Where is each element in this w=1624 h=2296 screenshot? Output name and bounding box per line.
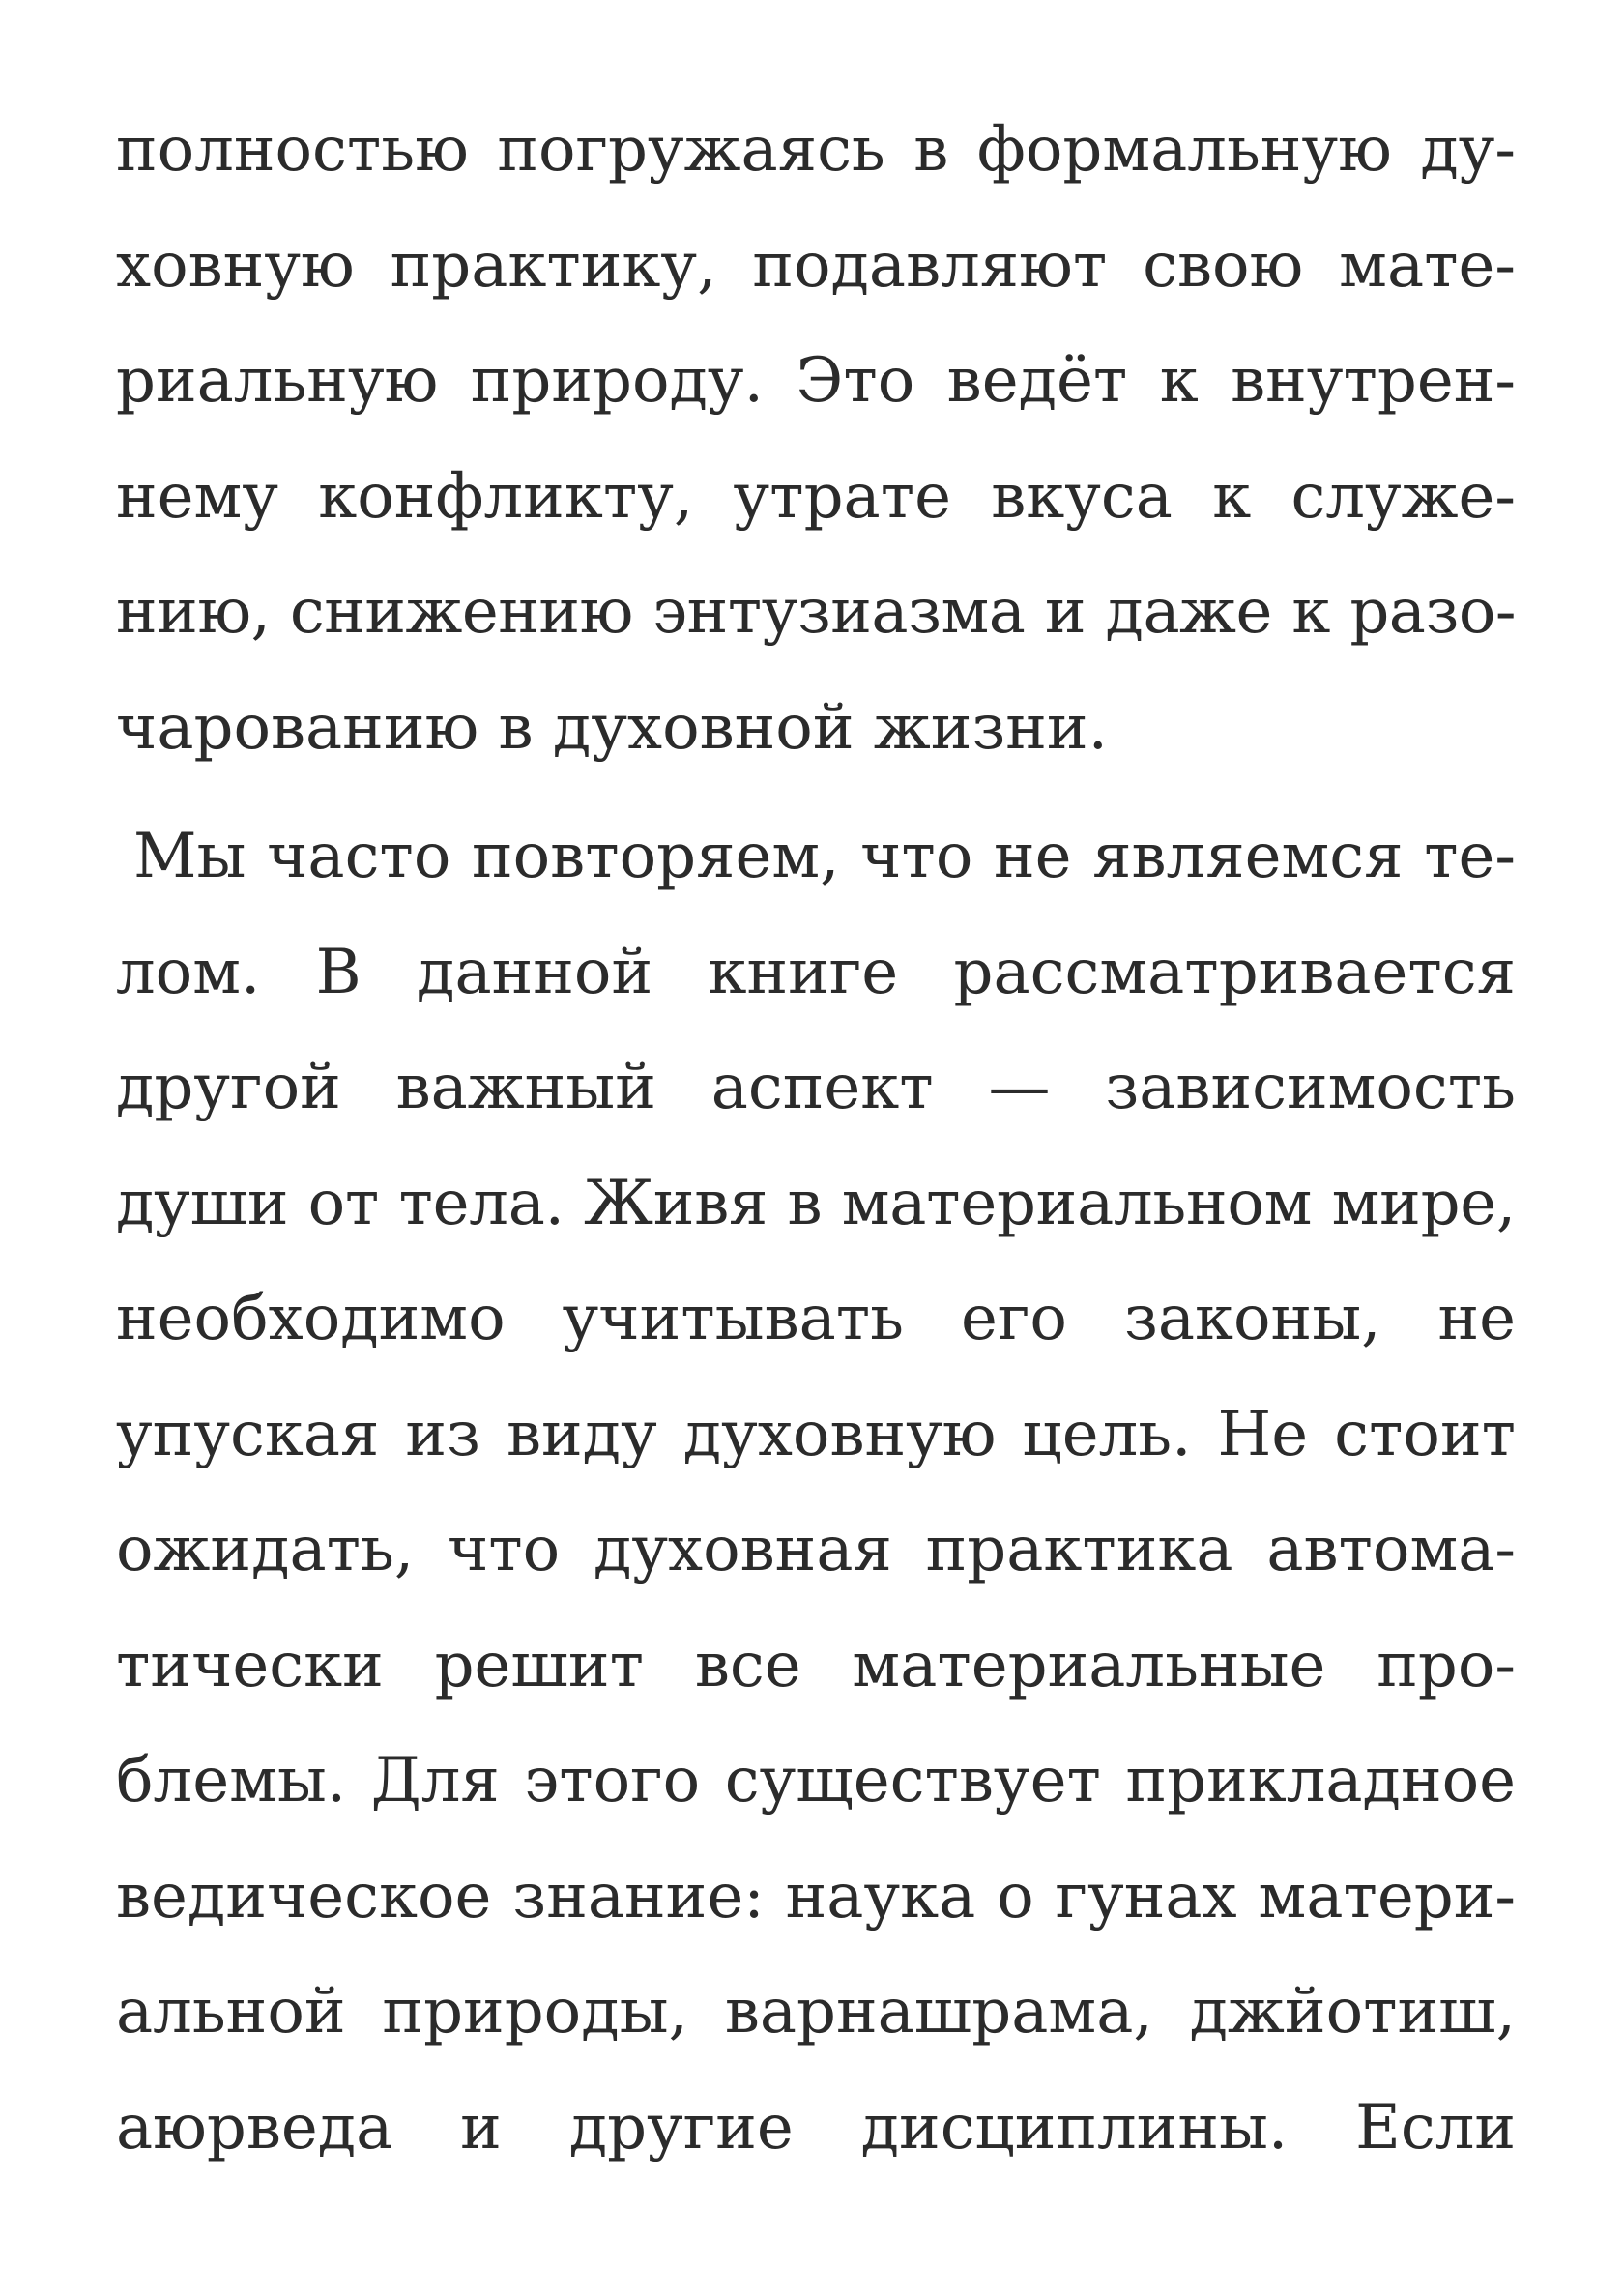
text-line: другой важный аспект — зависимость [116, 1052, 1516, 1123]
text-line: блемы. Для этого существует прикладное [116, 1745, 1516, 1816]
text-line: аюрведа и другие дисциплины. Если [116, 2091, 1516, 2164]
text-line: чарованию в духовной жизни. [116, 691, 1108, 764]
text-line: Мы часто повторяем, что не являемся те- [133, 821, 1516, 892]
paragraph-2 [116, 799, 1516, 2186]
paragraph-divider [116, 786, 1516, 799]
text-line: ховную практику, подавляют свою мате- [116, 229, 1516, 302]
text-line: души от тела. Живя в материальном мире, [116, 1167, 1516, 1239]
text-line: ожидать, что духовная практика автома- [116, 1514, 1516, 1585]
text-line: упуская из виду духовную цель. Не стоит [116, 1398, 1516, 1470]
text-line: ведическое знание: наука о гунах матери- [116, 1860, 1516, 1933]
text-line: нему конфликту, утрате вкуса к служе- [116, 460, 1516, 533]
text-line: альной природы, варнашрама, джйотиш, [116, 1976, 1516, 2048]
text-line: нию, снижению энтузиазма и даже к разо- [116, 576, 1516, 648]
text-line: тически решит все материальные про- [116, 1629, 1516, 1701]
text-line: полностью погружаясь в формальную ду- [116, 114, 1516, 186]
text-line: необходимо учитывать его законы, не [116, 1283, 1516, 1354]
text-line: лом. В данной книге рассматривается [116, 936, 1516, 1008]
text-line: риальную природу. Это ведёт к внутрен- [116, 345, 1516, 417]
paragraph-1 [116, 93, 1516, 786]
document-page [116, 93, 1516, 2186]
